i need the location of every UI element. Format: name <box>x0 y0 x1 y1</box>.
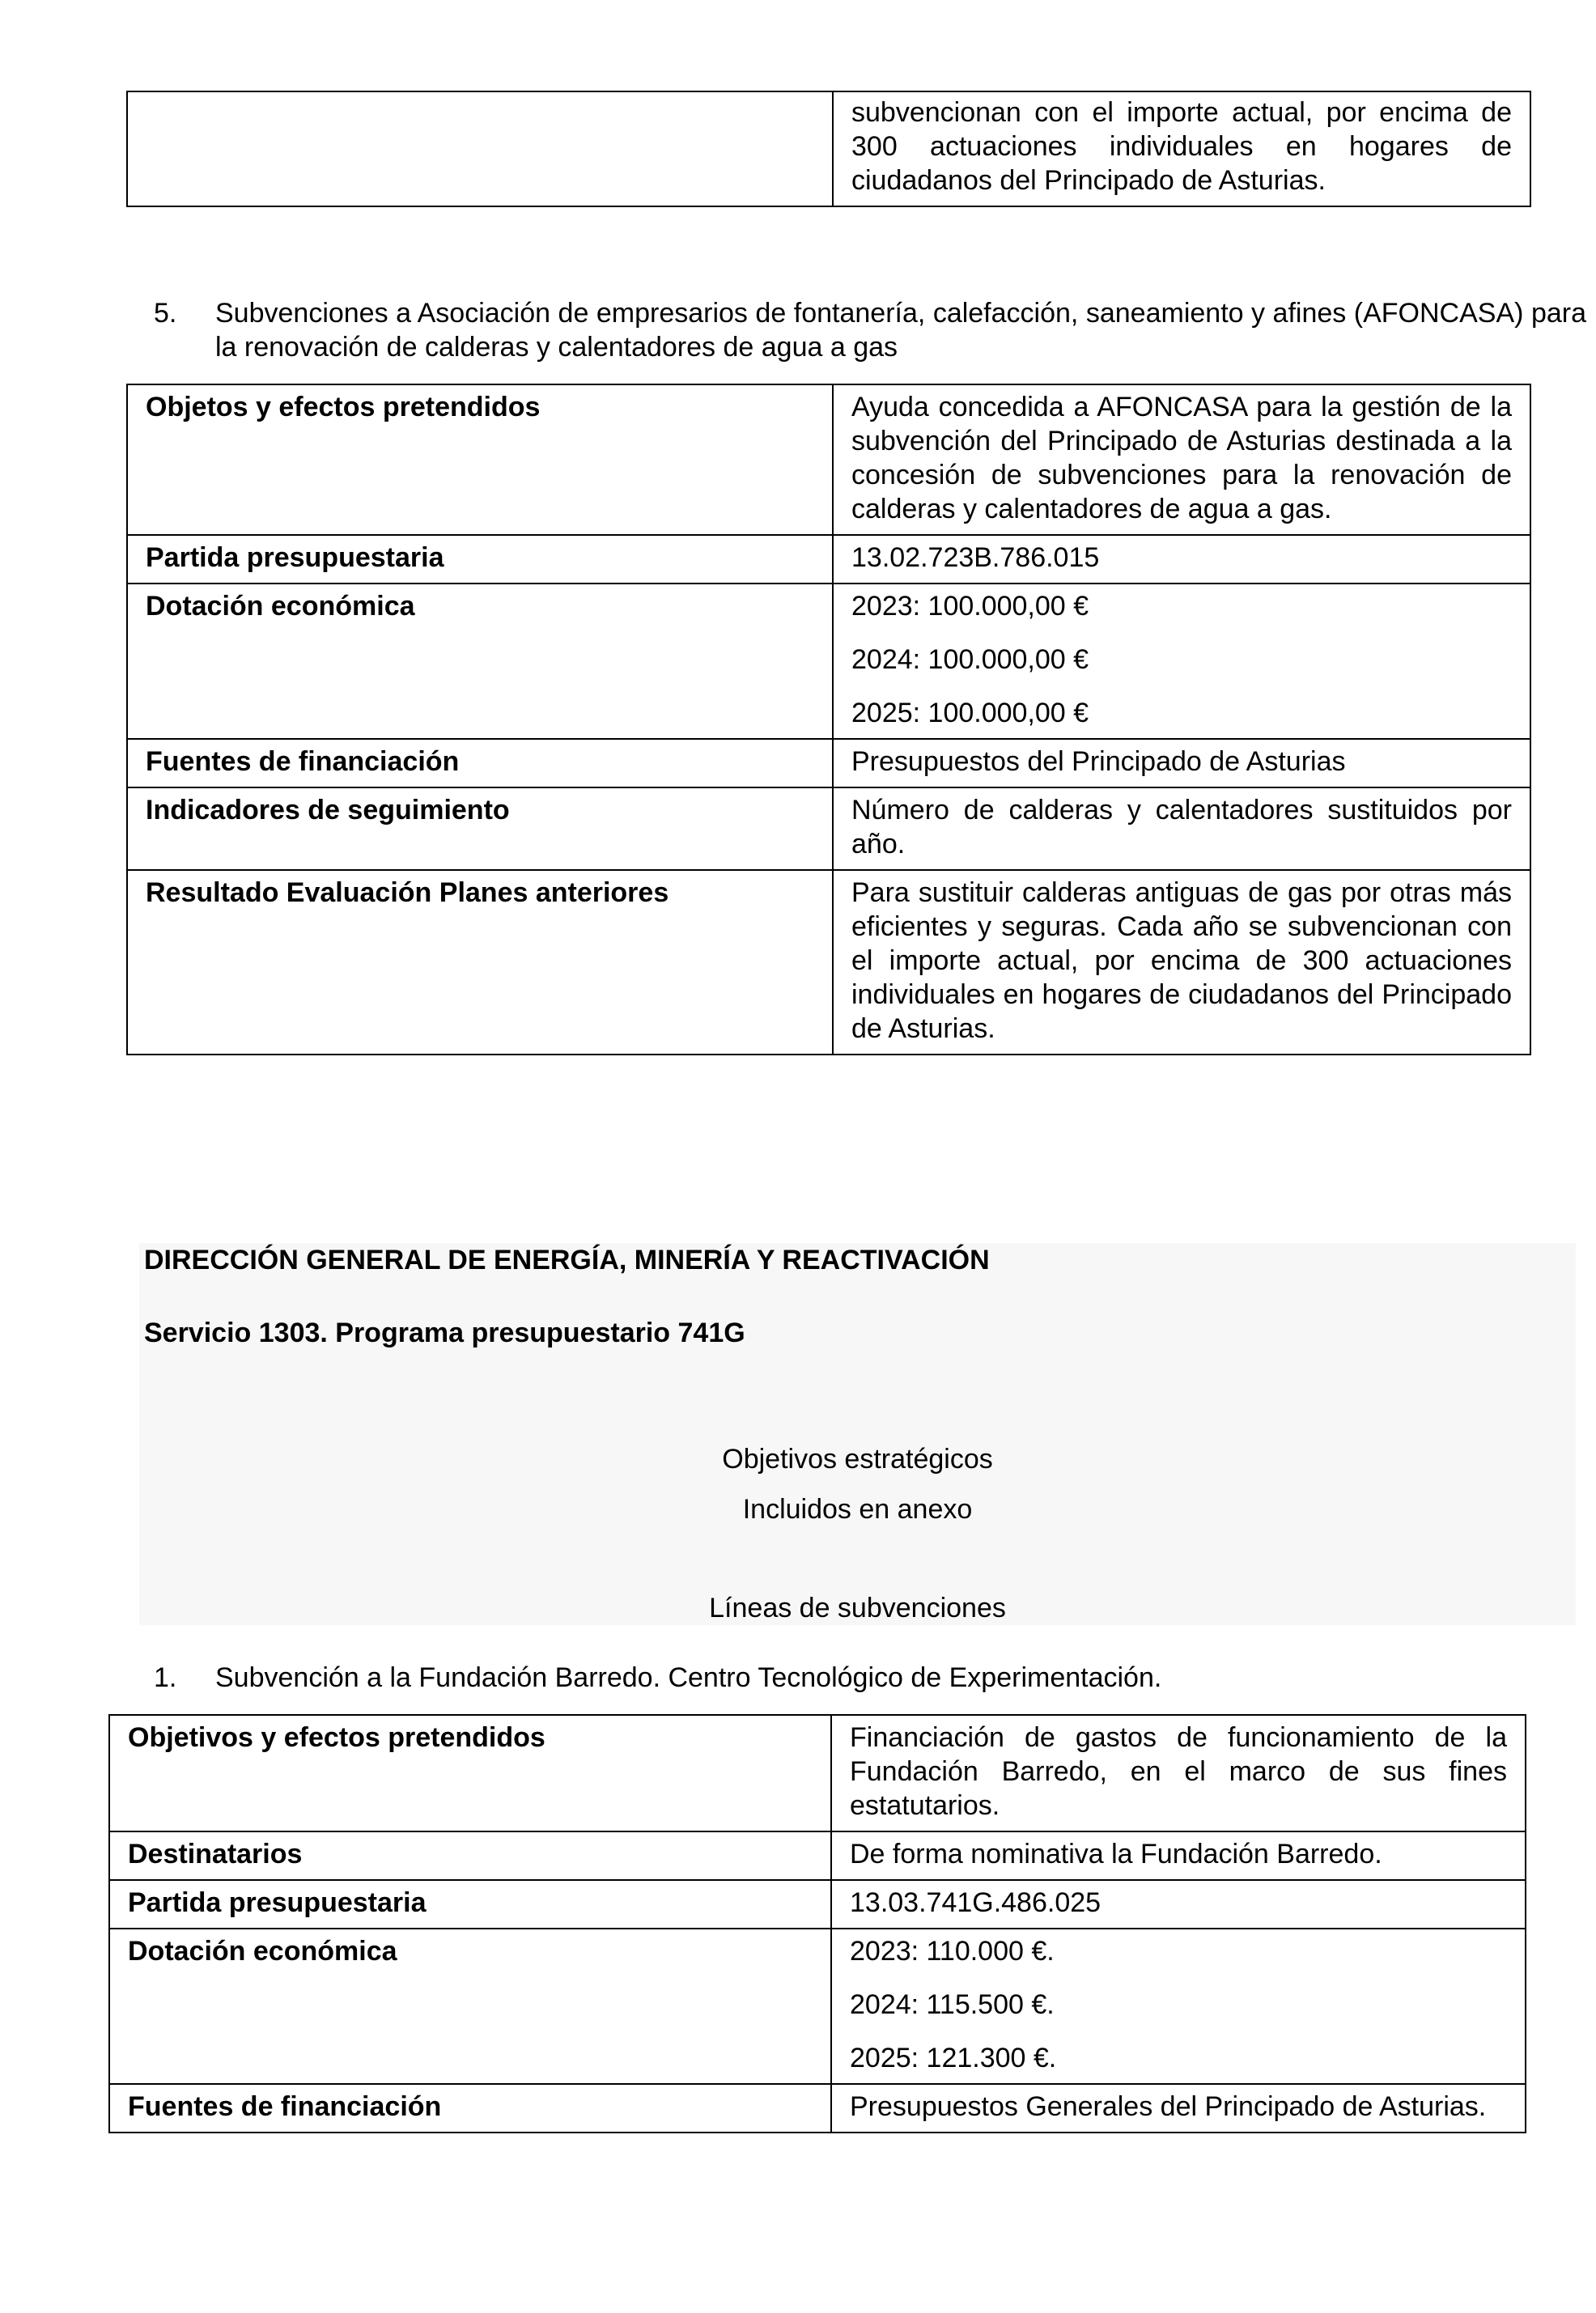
row-label: Dotación económica <box>127 584 833 739</box>
row-value: Ayuda concedida a AFONCASA para la gestión de la subvención del Principado de Asturias destinada a la concesión de subvenciones para la renovación de calderas y calentadores de agua a gas. <box>833 384 1530 535</box>
row-label: Fuentes de financiación <box>109 2084 831 2133</box>
row-value: Para sustituir calderas antiguas de gas por otras más eficientes y seguras. Cada año se subvencionan con el importe actual, por encima de 300 actuaciones individuales en hogares de ciudadanos del Principado de Asturias. <box>833 870 1530 1055</box>
row-value-list <box>831 1929 1526 2084</box>
table-row <box>127 739 1530 787</box>
row-value: subvencionan con el importe actual, por encima de 300 actuaciones individuales en hogares de ciudadanos del Principado de Asturias. <box>833 91 1530 206</box>
section-direccion-heading: DIRECCIÓN GENERAL DE ENERGÍA, MINERÍA Y REACTIVACIÓN <box>144 1245 990 1275</box>
table-row <box>127 787 1530 870</box>
list-item-number: 5. <box>154 298 177 329</box>
list-item-text: Subvenciones a Asociación de empresarios de fontanería, calefacción, saneamiento y afines (AFONCASA) para la renovación de calderas y calentadores de agua a gas <box>215 298 1586 363</box>
section-shade <box>139 1243 1576 1625</box>
list-item-text: Subvención a la Fundación Barredo. Centro Tecnológico de Experimentación. <box>215 1662 1162 1693</box>
list-item-1 <box>154 1661 1586 1695</box>
row-label: Dotación económica <box>109 1929 831 2084</box>
row-value: Número de calderas y calentadores sustituidos por año. <box>833 787 1530 870</box>
section-servicio-heading: Servicio 1303. Programa presupuestario 741G <box>144 1318 745 1348</box>
row-value: Presupuestos del Principado de Asturias <box>833 739 1530 787</box>
table-row <box>127 384 1530 535</box>
row-label: Partida presupuestaria <box>109 1880 831 1929</box>
row-value: Presupuestos Generales del Principado de Asturias. <box>831 2084 1526 2133</box>
objetivos-title: Objetivos estratégicos <box>722 1444 993 1475</box>
row-value: De forma nominativa la Fundación Barredo. <box>831 1831 1526 1880</box>
table-row <box>127 91 1530 206</box>
row-label: Partida presupuestaria <box>127 535 833 584</box>
table-row <box>109 1831 1526 1880</box>
afoncasa-table <box>126 384 1531 1055</box>
allocation-2025: 2025: 121.300 €. <box>850 2043 1057 2073</box>
row-value: 13.03.741G.486.025 <box>831 1880 1526 1929</box>
table-row <box>109 1880 1526 1929</box>
row-value: 13.02.723B.786.015 <box>833 535 1530 584</box>
allocation-2023: 2023: 110.000 €. <box>850 1936 1055 1967</box>
allocation-2023: 2023: 100.000,00 € <box>851 591 1089 622</box>
table-row <box>109 2084 1526 2133</box>
objetivos-note: Incluidos en anexo <box>742 1494 973 1525</box>
table-row <box>109 1715 1526 1831</box>
allocation-2024: 2024: 115.500 €. <box>850 1989 1055 2020</box>
table-row <box>109 1929 1526 2084</box>
table-row <box>127 535 1530 584</box>
table-row <box>127 870 1530 1055</box>
row-label: Indicadores de seguimiento <box>127 787 833 870</box>
table-row <box>127 584 1530 739</box>
fundacion-barredo-table <box>108 1714 1526 2133</box>
list-item-number: 1. <box>154 1662 177 1693</box>
row-label-empty <box>127 91 833 206</box>
allocation-2025: 2025: 100.000,00 € <box>851 698 1089 728</box>
lineas-title: Líneas de subvenciones <box>709 1593 1006 1623</box>
allocation-2024: 2024: 100.000,00 € <box>851 644 1089 675</box>
row-label: Fuentes de financiación <box>127 739 833 787</box>
row-label: Resultado Evaluación Planes anteriores <box>127 870 833 1055</box>
row-label: Objetos y efectos pretendidos <box>127 384 833 535</box>
row-label: Objetivos y efectos pretendidos <box>109 1715 831 1831</box>
row-value: Financiación de gastos de funcionamiento de la Fundación Barredo, en el marco de sus fines estatutarios. <box>831 1715 1526 1831</box>
row-value-list <box>833 584 1530 739</box>
row-label: Destinatarios <box>109 1831 831 1880</box>
list-item-5 <box>154 296 1586 364</box>
continuation-table <box>126 91 1531 207</box>
